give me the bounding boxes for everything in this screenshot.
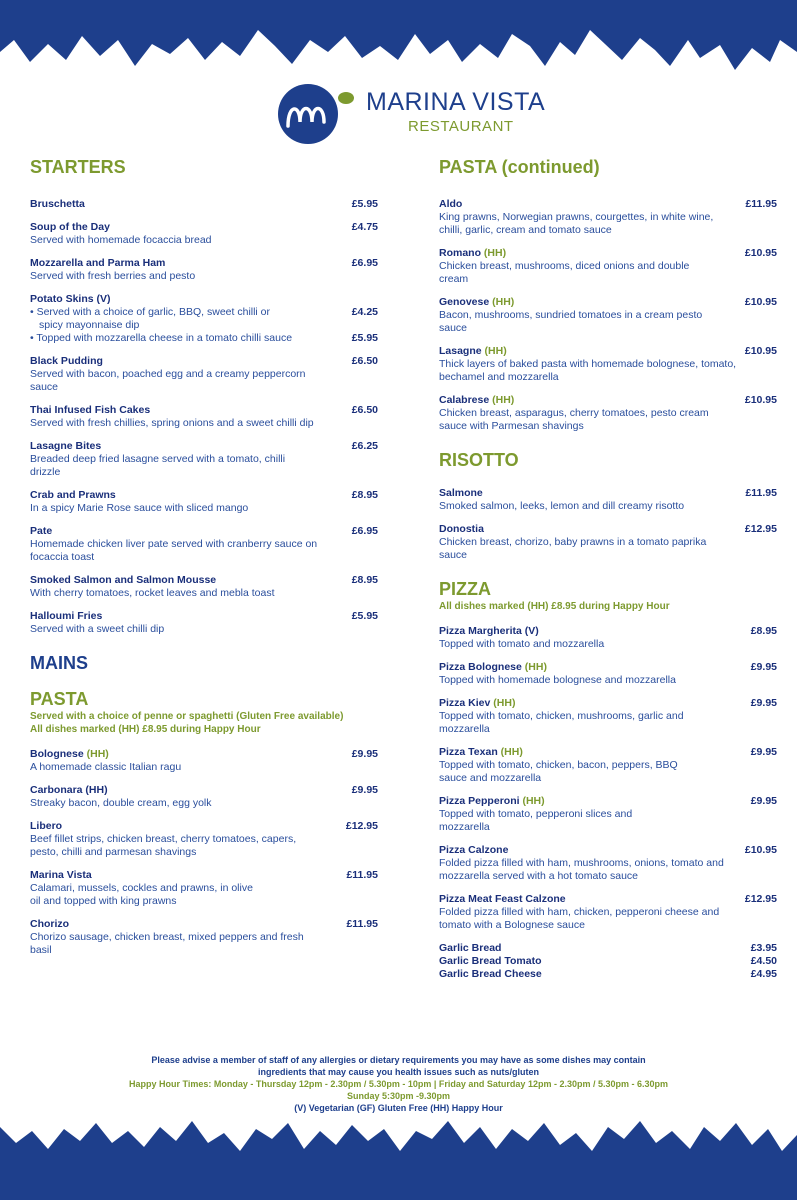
- item-description: Homemade chicken liver pate served with cranberry sauce on focaccia toast: [30, 538, 318, 563]
- pasta-continued-heading: PASTA (continued): [439, 157, 600, 177]
- menu-item: [439, 844, 789, 883]
- item-name-row: [439, 296, 789, 309]
- menu-item: [30, 355, 380, 394]
- option-row: [30, 332, 380, 345]
- item-name: Romano: [439, 247, 481, 259]
- item-description: Served with fresh berries and pesto: [30, 270, 196, 282]
- item-name-row: [439, 345, 789, 358]
- item-price: £6.50: [351, 355, 378, 367]
- menu-item: [439, 198, 789, 237]
- menu-item: [439, 893, 789, 932]
- item-name: Potato Skins (V): [30, 293, 111, 305]
- pasta-note: Served with a choice of penne or spaghetti (Gluten Free available): [30, 711, 344, 722]
- item-price: £10.95: [744, 844, 777, 856]
- happy-hour-times: Happy Hour Times: Monday - Thursday 12pm - 2.30pm / 5.30pm - 10pm | Friday and Saturday 12pm - 2.30pm / 5.30pm - 6.30pm: [128, 1079, 668, 1089]
- item-description: Beef fillet strips, chicken breast, cherry tomatoes, capers, pesto, chilli and parmesan shavings: [30, 833, 297, 858]
- item-name: Lasagne Bites: [30, 440, 102, 452]
- item-name: Garlic Bread: [439, 942, 502, 954]
- item-description: Served with homemade focaccia bread: [30, 234, 212, 246]
- item-price: £12.95: [744, 893, 777, 905]
- item-price: £10.95: [744, 296, 777, 308]
- item-name-row: [439, 746, 789, 759]
- item-name: Genovese: [439, 296, 490, 308]
- item-name: Donostia: [439, 523, 484, 535]
- item-name: Lasagne: [439, 345, 482, 357]
- happy-hour-tag: (HH): [493, 697, 516, 709]
- logo-emblem-icon: [274, 82, 364, 144]
- item-description: Chicken breast, chorizo, baby prawns in a tomato paprika sauce: [439, 536, 707, 561]
- option-text-cont: spicy mayonnaise dip: [39, 319, 140, 331]
- item-name: Calabrese: [439, 394, 490, 406]
- right-column: [439, 156, 789, 981]
- menu-item: [30, 257, 380, 283]
- item-price: £10.95: [744, 247, 777, 259]
- item-name-row: [439, 795, 789, 808]
- menu-item: [30, 525, 380, 564]
- menu-item: [30, 221, 380, 247]
- menu-item: [439, 661, 789, 687]
- option-text: • Served with a choice of garlic, BBQ, sweet chilli or: [30, 306, 271, 318]
- item-name: Pizza Meat Feast Calzone: [439, 893, 566, 905]
- item-name: Pizza Bolognese: [439, 661, 522, 673]
- restaurant-header: [0, 78, 797, 148]
- item-price: £9.95: [750, 746, 777, 758]
- starters-heading: STARTERS: [30, 157, 126, 177]
- menu-item: [30, 198, 380, 211]
- item-name: Crab and Prawns: [30, 489, 116, 501]
- item-name: Pizza Calzone: [439, 844, 509, 856]
- item-name-row: [439, 394, 789, 407]
- menu-item-potato-skins: [30, 293, 380, 345]
- item-name: Libero: [30, 820, 63, 832]
- item-price: £9.95: [750, 661, 777, 673]
- item-name-row: [439, 247, 789, 260]
- menu-item: [439, 746, 789, 785]
- pasta-heading: PASTA: [30, 689, 89, 709]
- item-price: £11.95: [745, 487, 777, 499]
- item-name: Smoked Salmon and Salmon Mousse: [30, 574, 217, 586]
- legend-key: (V) Vegetarian (GF) Gluten Free (HH) Happy Hour: [294, 1103, 503, 1113]
- item-name: Bruschetta: [30, 198, 85, 210]
- option-text: • Topped with mozzarella cheese in a tomato chilli sauce: [30, 332, 293, 344]
- item-name: Salmone: [439, 487, 483, 499]
- item-name: Pizza Texan: [439, 746, 498, 758]
- item-price: £6.95: [351, 525, 378, 537]
- item-description: Chicken breast, mushrooms, diced onions and double cream: [439, 260, 690, 285]
- item-price: £6.95: [351, 257, 378, 269]
- item-price: £5.95: [351, 198, 378, 210]
- item-name: Thai Infused Fish Cakes: [30, 404, 151, 416]
- item-price: £9.95: [750, 795, 777, 807]
- item-price: £4.50: [750, 955, 777, 967]
- item-description: King prawns, Norwegian prawns, courgettes, in white wine, chilli, garlic, cream and tomato sauce: [439, 211, 714, 236]
- item-description: Served with fresh chillies, spring onions and a sweet chilli dip: [30, 417, 314, 429]
- happy-hour-tag: (HH): [492, 296, 515, 308]
- item-description: Topped with tomato, chicken, mushrooms, garlic and mozzarella: [439, 710, 684, 735]
- item-name: Soup of the Day: [30, 221, 110, 233]
- item-name: Pizza Pepperoni: [439, 795, 520, 807]
- sunday-times: Sunday 5:30pm -9.30pm: [346, 1091, 451, 1101]
- menu-item: [439, 394, 789, 433]
- item-name: Garlic Bread Cheese: [439, 968, 542, 980]
- happy-hour-tag: (HH): [483, 247, 507, 259]
- menu-item: [30, 820, 380, 859]
- item-price: £10.95: [744, 345, 777, 357]
- item-description: Folded pizza filled with ham, chicken, pepperoni cheese and tomato with a Bolognese sauce: [439, 906, 720, 931]
- item-description: In a spicy Marie Rose sauce with sliced mango: [30, 502, 249, 514]
- garlic-row: [439, 968, 789, 981]
- garlic-row: [439, 955, 789, 968]
- item-name-row: [30, 748, 380, 761]
- menu-item: [439, 795, 789, 834]
- item-description: Thick layers of baked pasta with homemade bolognese, tomato, bechamel and mozzarella: [439, 358, 737, 383]
- item-price: £12.95: [345, 820, 378, 832]
- item-description: A homemade classic Italian ragu: [30, 761, 182, 773]
- restaurant-name: MARINA VISTA: [366, 88, 546, 116]
- item-price: £10.95: [744, 394, 777, 406]
- item-description: Calamari, mussels, cockles and prawns, in olive oil and topped with king prawns: [30, 882, 253, 907]
- item-name: Halloumi Fries: [30, 610, 103, 622]
- item-description: Smoked salmon, leeks, lemon and dill creamy risotto: [439, 500, 685, 512]
- item-price: £4.75: [351, 221, 378, 233]
- item-price: £4.95: [750, 968, 777, 980]
- item-description: Served with a sweet chilli dip: [30, 623, 165, 635]
- garlic-bread-list: [439, 942, 789, 981]
- item-name: Pizza Margherita (V): [439, 625, 539, 637]
- item-price: £12.95: [744, 523, 777, 535]
- menu-item: [30, 610, 380, 636]
- item-description: Topped with tomato, chicken, bacon, peppers, BBQ sauce and mozzarella: [439, 759, 678, 784]
- menu-item: [439, 523, 789, 562]
- menu-item: [439, 296, 789, 335]
- bottom-brush-border: [0, 1105, 797, 1200]
- item-description: Breaded deep fried lasagne served with a tomato, chilli drizzle: [30, 453, 286, 478]
- risotto-heading: RISOTTO: [439, 450, 519, 470]
- menu-item: [439, 697, 789, 736]
- item-name: Carbonara (HH): [30, 784, 108, 796]
- happy-hour-tag: (HH): [484, 345, 507, 357]
- item-description: Topped with tomato and mozzarella: [439, 638, 605, 650]
- item-description: Topped with tomato, pepperoni slices and mozzarella: [439, 808, 633, 833]
- option-price: £5.95: [351, 332, 378, 344]
- left-column: [30, 156, 380, 957]
- item-description: Bacon, mushrooms, sundried tomatoes in a cream pesto sauce: [439, 309, 703, 334]
- item-description: Topped with homemade bolognese and mozzarella: [439, 674, 676, 686]
- item-price: £11.95: [745, 198, 777, 210]
- item-name: Garlic Bread Tomato: [439, 955, 542, 967]
- allergy-footer: [0, 1054, 797, 1114]
- allergy-note-line1: Please advise a member of staff of any allergies or dietary requirements you may have as some dishes may contain: [151, 1055, 646, 1065]
- item-name: Bolognese: [30, 748, 84, 760]
- item-price: £11.95: [346, 918, 378, 930]
- item-name-row: [439, 661, 789, 674]
- item-name: Mozzarella and Parma Ham: [30, 257, 166, 269]
- happy-hour-tag: (HH): [522, 795, 545, 807]
- menu-item: [30, 489, 380, 515]
- menu-item: [439, 625, 789, 651]
- item-description: Streaky bacon, double cream, egg yolk: [30, 797, 212, 809]
- item-name: Marina Vista: [30, 869, 92, 881]
- menu-item: [439, 345, 789, 384]
- happy-hour-tag: (HH): [524, 661, 547, 673]
- item-name: Pate: [30, 525, 53, 537]
- item-price: £11.95: [346, 869, 378, 881]
- menu-item: [30, 748, 380, 774]
- item-name: Black Pudding: [30, 355, 103, 367]
- item-description: Chicken breast, asparagus, cherry tomatoes, pesto cream sauce with Parmesan shavings: [439, 407, 709, 432]
- item-price: £5.95: [351, 610, 378, 622]
- menu-item: [30, 784, 380, 810]
- item-name: Aldo: [439, 198, 463, 210]
- item-name: Chorizo: [30, 918, 70, 930]
- item-description: With cherry tomatoes, rocket leaves and mebla toast: [30, 587, 275, 599]
- menu-item: [30, 440, 380, 479]
- happy-hour-tag: (HH): [492, 394, 515, 406]
- item-price: £6.50: [351, 404, 378, 416]
- item-price: £3.95: [750, 942, 777, 954]
- mains-heading: MAINS: [30, 653, 88, 673]
- option-row: [30, 306, 380, 332]
- item-description: Chorizo sausage, chicken breast, mixed peppers and fresh basil: [30, 931, 304, 956]
- pasta-happy-hour-note: All dishes marked (HH) £8.95 during Happy Hour: [30, 724, 261, 735]
- restaurant-subtitle: RESTAURANT: [408, 118, 514, 135]
- pizza-happy-hour-note: All dishes marked (HH) £8.95 during Happy Hour: [439, 601, 670, 612]
- happy-hour-tag: (HH): [86, 748, 109, 760]
- menu-item: [439, 487, 789, 513]
- garlic-row: [439, 942, 789, 955]
- item-description: Served with bacon, poached egg and a creamy peppercorn sauce: [30, 368, 306, 393]
- item-price: £8.95: [351, 574, 378, 586]
- menu-item: [439, 247, 789, 286]
- pizza-heading: PIZZA: [439, 579, 491, 599]
- allergy-note-line2: ingredients that may cause you health issues such as nuts/gluten: [257, 1067, 540, 1077]
- option-price: £4.25: [351, 306, 378, 318]
- item-description: Folded pizza filled with ham, mushrooms, onions, tomato and mozzarella served with a hot tomato sauce: [439, 857, 724, 882]
- item-price: £8.95: [750, 625, 777, 637]
- item-price: £9.95: [351, 784, 378, 796]
- menu-item: [30, 574, 380, 600]
- item-price: £9.95: [351, 748, 378, 760]
- item-name: Pizza Kiev: [439, 697, 491, 709]
- item-price: £8.95: [351, 489, 378, 501]
- item-price: £9.95: [750, 697, 777, 709]
- menu-item: [30, 918, 380, 957]
- menu-item: [30, 869, 380, 908]
- item-name-row: [439, 697, 789, 710]
- item-price: £6.25: [351, 440, 378, 452]
- menu-item: [30, 404, 380, 430]
- happy-hour-tag: (HH): [500, 746, 523, 758]
